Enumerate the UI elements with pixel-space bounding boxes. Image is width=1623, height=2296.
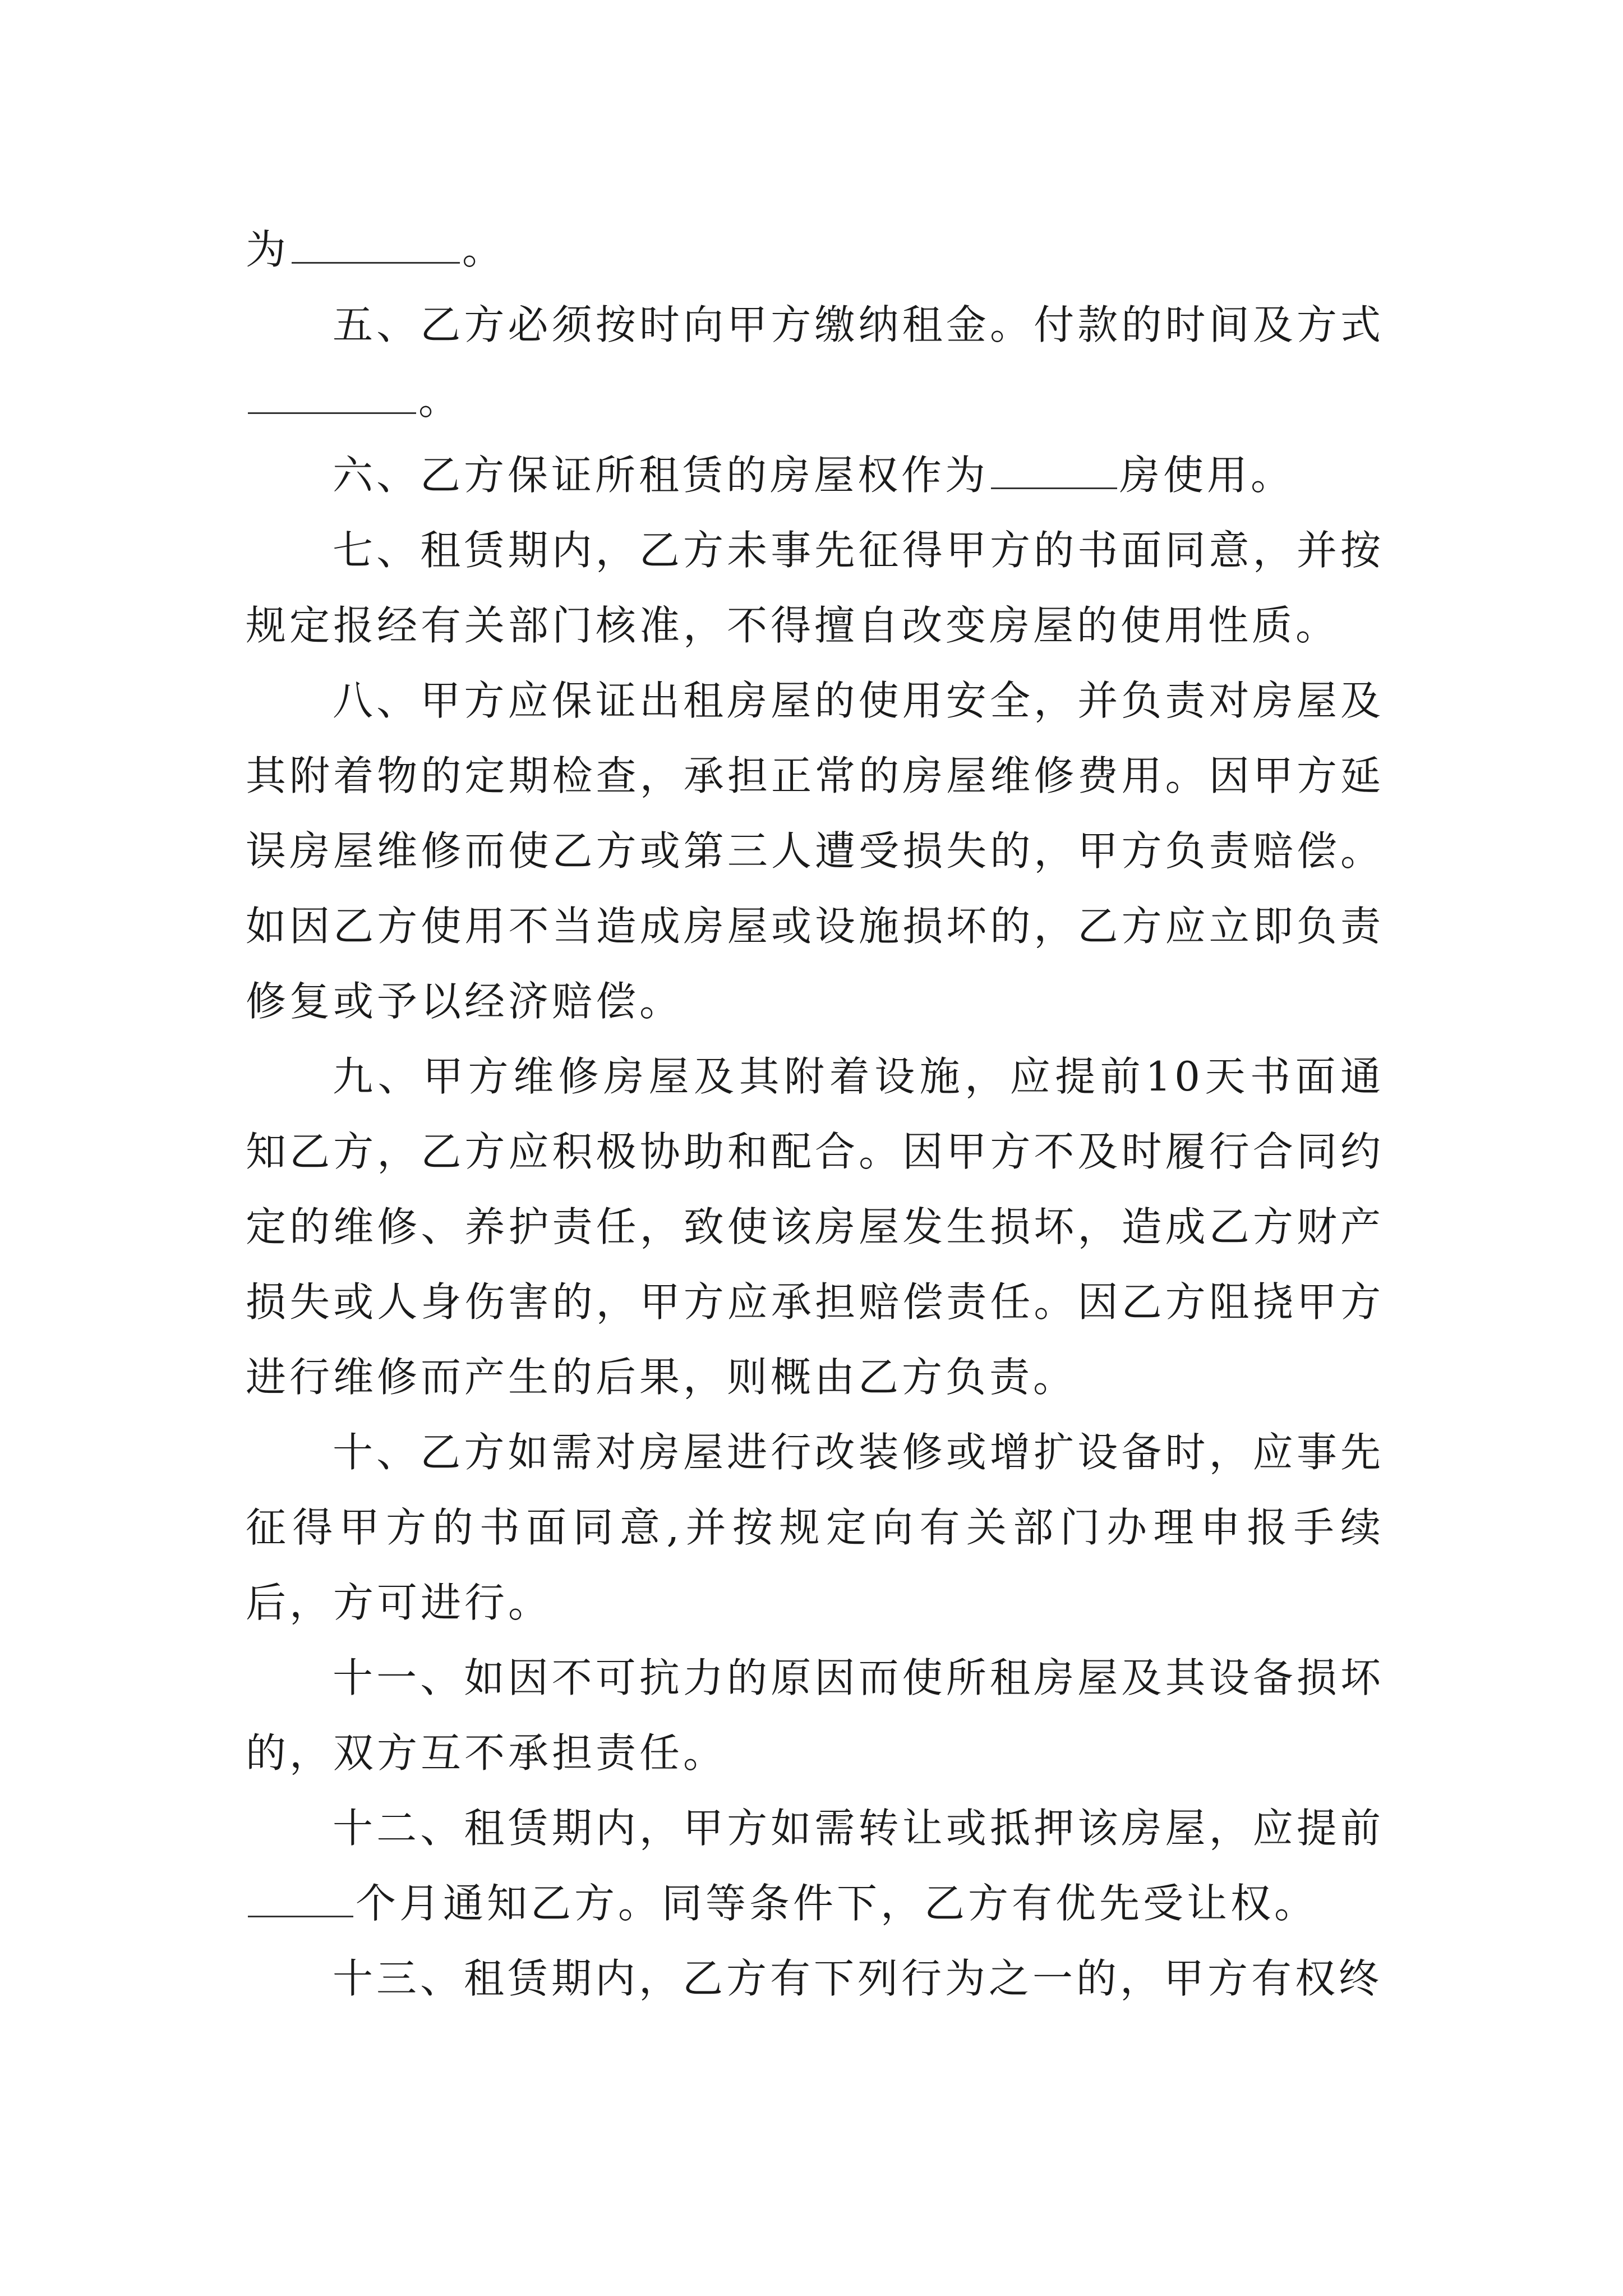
paragraph-text: 。 (418, 376, 463, 424)
clause-6 (246, 438, 1384, 513)
clause-9: 九、甲方维修房屋及其附着设施，应提前10天书面通知乙方，乙方应积极协助和配合。因甲方不及时履行合同约定的维修、养护责任，致使该房屋发生损坏，造成乙方财产损失或人身伤害的，甲方应承担赔偿责任。因乙方阻挠甲方进行维修而产生的后果，则概由乙方负责。 (246, 1053, 1384, 1401)
paragraph-continuation (246, 212, 1384, 287)
clause-11: 十一、如因不可抗力的原因而使所租房屋及其设备损坏的，双方互不承担责任。 (246, 1654, 1384, 1777)
fill-in-blank (248, 1882, 353, 1917)
clause-5 (246, 287, 1384, 438)
contract-body (246, 212, 1384, 2016)
clause-8: 八、甲方应保证出租房屋的使用安全，并负责对房屋及其附着物的定期检查，承担正常的房屋维修费用。因甲方延误房屋维修而使乙方或第三人遭受损失的，甲方负责赔偿。如因乙方使用不当造成房屋或设施损坏的，乙方应立即负责修复或予以经济赔偿。 (246, 677, 1384, 1025)
clause-13: 十三、租赁期内，乙方有下列行为之一的，甲方有权终 (333, 1955, 1383, 2002)
paragraph-text: 十二、租赁期内，甲方如需转让或抵押该房屋，应提前 (333, 1805, 1384, 1852)
paragraph-text: 为 (246, 226, 290, 273)
clause-12 (246, 1791, 1384, 1941)
paragraph-text: 个月通知乙方。同等条件下，乙方有优先受让权。 (356, 1880, 1318, 1927)
fill-in-blank (248, 379, 416, 414)
paragraph-text: 房使用。 (1119, 452, 1295, 499)
paragraph-text: 六、乙方保证所租赁的房屋权作为 (333, 452, 989, 499)
fill-in-blank (292, 228, 460, 264)
clause-10: 十、乙方如需对房屋进行改装修或增扩设备时，应事先征得甲方的书面同意,并按规定向有关部门办理申报手续后，方可进行。 (246, 1429, 1384, 1626)
clause-7: 七、租赁期内，乙方未事先征得甲方的书面同意，并按规定报经有关部门核准，不得擅自改变房屋的使用性质。 (246, 527, 1384, 649)
fill-in-blank (991, 454, 1117, 489)
paragraph-text: 。 (462, 226, 506, 273)
paragraph-text: 五、乙方必须按时向甲方缴纳租金。付款的时间及方式 (333, 301, 1384, 348)
